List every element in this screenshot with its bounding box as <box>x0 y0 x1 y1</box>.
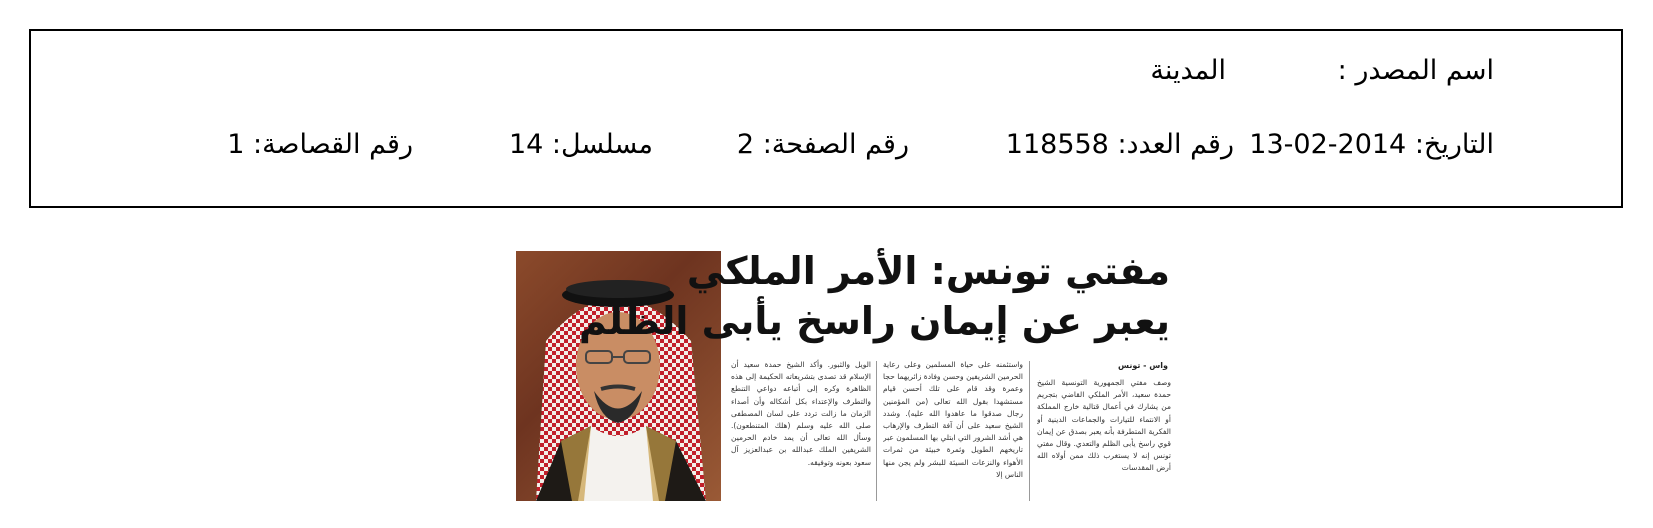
article-column-1 <box>1037 377 1171 522</box>
article-column-3-text: الويل والثبور. وأكد الشيخ حمدة سعيد أن الإسلام قد تصدى بتشريعاته الحكيمة إلى هذه الظاهرة وكره إلى أتباعه دواعي التنطع والتطرف والإعتداء بكل أشكاله وأن أصداء الزمان ما زالت تردد على لسان المصطفى صلى الله عليه وسلم (هلك المتنطعون). وسأل الله تعالى أن يمد خادم الحرمين الشريفين الملك عبدالله بن عبدالعزيز آل سعود بعونه وتوفيقه. <box>731 360 871 467</box>
newspaper-clipping <box>513 243 1178 513</box>
article-column-2-text: واستئمنه على حياة المسلمين وعلى رعاية الحرمين الشريفين وحسن وفادة زائريهما حجا وعمرة وقد قام على تلك أحسن قيام مستشهدا بقول الله تعالى (من المؤمنين رجال صدقوا ما عاهدوا الله عليه). وشدد الشيخ سعيد على أن آفة التطرف والإرهاب هي أشد الشرور التي ابتلي بها المسلمون عبر تاريخهم الطويل وثمرة خبيثة من ثمرات الأهواء والنزعات السيئة للبشر ولم يجن منها الناس إلا <box>883 360 1023 479</box>
headline-line-2: يعبر عن إيمان راسخ يأبى الظلم <box>578 299 1170 343</box>
article-column-3 <box>731 359 871 504</box>
clipping-number-field: رقم القصاصة: 1 <box>227 129 413 160</box>
date-field: التاريخ: 2014-02-13 <box>1249 129 1494 160</box>
column-divider <box>1029 361 1030 501</box>
issue-number-field: رقم العدد: 118558 <box>1005 129 1234 160</box>
article-column-1-text: وصف مفتي الجمهورية التونسية الشيخ حمدة سعيد، الأمر الملكي القاضي بتجريم من يشارك في أعمال قتالية خارج المملكة أو الانتماء للتيارات والجماعات الدينية أو الفكرية المتطرفة بأنه يعبر بصدق عن إيمان قوي راسخ يأبى الظلم والتعدي. وقال مفتي تونس إنه لا يستغرب ذلك ممن أولاه الله أرض المقدسات <box>1037 378 1171 473</box>
article-column-2 <box>883 359 1023 504</box>
serial-field: مسلسل: 14 <box>508 129 653 160</box>
article-dateline: واس - تونس <box>1118 361 1168 370</box>
column-divider <box>876 361 877 501</box>
headline-line-1: مفتي تونس: الأمر الملكي <box>686 249 1170 293</box>
page-number-field: رقم الصفحة: 2 <box>736 129 909 160</box>
source-label: اسم المصدر : <box>1337 55 1494 86</box>
source-value: المدينة <box>1150 55 1226 86</box>
